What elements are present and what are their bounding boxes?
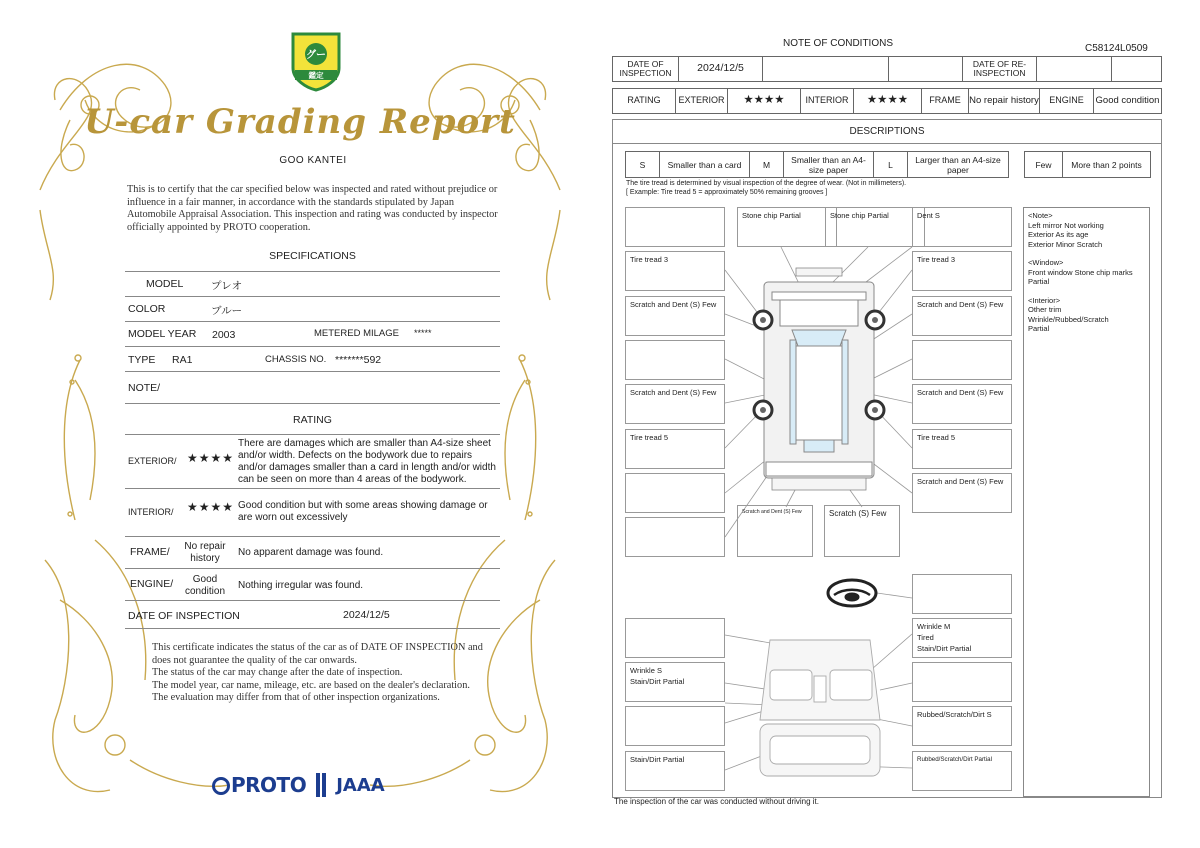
frame-label: FRAME/ (130, 546, 170, 558)
box-front-right-tire: Tire tread 3 (912, 251, 1012, 291)
box-interior-right-mid: Rubbed/Scratch/Dirt S (912, 706, 1012, 746)
frame-description: No apparent damage was found. (238, 547, 384, 558)
spec-top-rule (125, 262, 500, 272)
certification-statement: This is to certify that the car specified below was inspected and rated without prejudice or influence in a fair manner, in accordance with the standards stipulated by Japan Automobile Appraisal Association. This inspection and rating was conducted by inspector officially appointed by PROTO cooperation. (127, 184, 498, 233)
spec-model-row (125, 272, 500, 297)
box-interior-top-left (625, 618, 725, 658)
type-label: TYPE (128, 354, 156, 366)
box-left-mid (625, 340, 725, 380)
box-front-left-tire: Tire tread 3 (625, 251, 725, 291)
inspection-disclaimer: The inspection of the car was conducted without driving it. (614, 797, 819, 806)
note-label: NOTE/ (128, 382, 161, 394)
exterior-label: EXTERIOR (676, 89, 728, 113)
note-interior: <Interior> Other trim Wrinkle/Rubbed/Scratch Partial (1028, 295, 1109, 333)
proto-logo (212, 773, 306, 797)
model-year-label: MODEL YEAR (128, 328, 197, 340)
interior-description: Good condition but with some areas showing damage or are worn out excessively (238, 500, 488, 523)
box-top-left (625, 207, 725, 247)
report-subtitle: GOO KANTEI (279, 155, 347, 166)
engine-value: Good condition (1095, 95, 1160, 107)
box-rear-right-panel: Scratch (S) Few (824, 505, 900, 557)
exterior-description: There are damages which are smaller than A4-size sheet and/or width. Defects on the bodywork due to repairs and/or damages smaller than a card in length and/or width can be seen on more than 4 areas of the bodywork. (238, 438, 496, 485)
box-left-rear: Scratch and Dent (S) Few (625, 384, 725, 424)
inspection-date-label: DATE OF INSPECTION (128, 610, 240, 622)
metered-mileage-label: METERED MILAGE (314, 328, 399, 339)
box-right-mid (912, 340, 1012, 380)
chassis-label: CHASSIS NO. (265, 354, 327, 365)
rating-label: RATING (613, 89, 676, 113)
rating-top-rule (125, 425, 500, 435)
model-value: プレオ (211, 280, 243, 292)
interior-stars: ★★★★ (854, 89, 922, 113)
specifications-title: SPECIFICATIONS (269, 250, 356, 262)
jaaa-logo: JAAA (336, 774, 385, 796)
reinspection-blank (1112, 57, 1161, 81)
spec-note-row (125, 372, 500, 404)
tire-tread-note-line-1: The tire tread is determined by visual inspection of the degree of wear. (Not in millimeters). (626, 180, 907, 187)
certificate-disclaimer: This certificate indicates the status of the car as of DATE OF INSPECTION and does not guarantee the quality of the car onwards. The status of the car may change after the date of inspection. The model year, car name, mileage, etc. are based on the dealer's declaration. The evaluation may differ from that of other inspection organizations. (152, 642, 483, 703)
box-interior-right-upper (912, 662, 1012, 702)
box-interior-top-right: Wrinkle M Tired Stain/Dirt Partial (912, 618, 1012, 658)
interior-label: INTERIOR (801, 89, 854, 113)
legend-m-desc: Smaller than an A4-size paper (784, 152, 874, 177)
color-label: COLOR (128, 303, 166, 315)
damage-count-legend (1024, 151, 1151, 178)
metered-mileage-value: ***** (414, 328, 432, 338)
note-general: <Note> Left mirror Not working Exterior As its age Exterior Minor Scratch (1028, 211, 1104, 249)
type-value: RA1 (172, 354, 193, 366)
exterior-stars: ★★★★ (187, 451, 235, 465)
spec-color-row (125, 297, 500, 322)
tire-tread-note-line-2: [ Example: Tire tread 5 = approximately 50% remaining grooves ] (626, 189, 828, 196)
legend-s-desc: Smaller than a card (660, 152, 750, 177)
box-right-rear: Scratch and Dent (S) Few (912, 384, 1012, 424)
legend-m: M (750, 152, 784, 177)
box-rear-left-tire: Tire tread 5 (625, 429, 725, 469)
engine-description: Nothing irregular was found. (238, 580, 364, 591)
box-interior-bottom-left: Stain/Dirt Partial (625, 751, 725, 791)
interior-label: INTERIOR/ (128, 507, 174, 517)
exterior-label: EXTERIOR/ (128, 456, 177, 466)
engine-label: ENGINE/ (130, 578, 174, 590)
spec-type-row (125, 347, 500, 372)
box-interior-bottom-right: Rubbed/Scratch/Dirt Partial (912, 751, 1012, 791)
date-of-inspection-value: 2024/12/5 (679, 57, 763, 81)
date-of-inspection-blank-2 (889, 57, 963, 81)
box-front-right-panel: Stone chip Partial (825, 207, 925, 247)
note-title: NOTE OF CONDITIONS (783, 38, 893, 49)
goo-kantei-badge (287, 30, 345, 92)
jaaa-emblem-icon (316, 773, 326, 797)
chassis-value: *******592 (335, 354, 382, 366)
legend-few-desc: More than 2 points (1071, 159, 1142, 170)
report-title: U-car Grading Report (84, 102, 516, 142)
engine-label: ENGINE (1040, 89, 1094, 113)
tire-tread-note (626, 179, 906, 197)
box-left-lower (625, 473, 725, 513)
model-label: MODEL (146, 278, 184, 290)
interior-stars: ★★★★ (187, 500, 235, 514)
rating-title: RATING (293, 414, 332, 426)
note-window: <Window> Front window Stone chip marks Partial (1028, 258, 1133, 286)
exterior-stars: ★★★★ (728, 89, 801, 113)
box-right-lower: Scratch and Dent (S) Few (912, 473, 1012, 513)
reinspection-label: DATE OF RE-INSPECTION (963, 57, 1037, 81)
frame-value: No repair history (184, 541, 226, 564)
date-of-inspection-label: DATE OF INSPECTION (613, 57, 679, 81)
engine-value: Good condition (184, 574, 226, 597)
damage-size-legend (625, 151, 1009, 178)
legend-l: L (874, 152, 908, 177)
model-year-value: 2003 (212, 329, 236, 341)
notes-column (1023, 207, 1150, 797)
descriptions-title: DESCRIPTIONS (613, 120, 1161, 144)
footer-logos (212, 770, 385, 800)
inspection-date-value: 2024/12/5 (343, 609, 390, 621)
box-interior-left: Wrinkle S Stain/Dirt Partial (625, 662, 725, 702)
inspection-date-row (125, 601, 500, 629)
proto-logo-text: PROTO (231, 773, 307, 797)
reinspection-value (1037, 57, 1112, 81)
box-right-front: Scratch and Dent (S) Few (912, 296, 1012, 336)
box-steering (912, 574, 1012, 614)
document-code: C58124L0509 (1085, 43, 1148, 54)
box-front-left-panel: Stone chip Partial (737, 207, 837, 247)
box-rear-right-tire: Tire tread 5 (912, 429, 1012, 469)
box-bottom-left (625, 517, 725, 557)
spec-model-year-row (125, 322, 500, 347)
box-interior-left-lower (625, 706, 725, 746)
frame-value: No repair history (969, 89, 1040, 113)
color-value: ブルー (211, 305, 243, 317)
svg-text:グー: グー (306, 50, 326, 61)
box-rear-left-panel: Scratch and Dent (S) Few (737, 505, 813, 557)
legend-few: Few (1025, 152, 1063, 177)
inspection-dates-row (612, 56, 1162, 82)
box-top-right: Dent S (912, 207, 1012, 247)
legend-s: S (626, 152, 660, 177)
legend-l-desc: Larger than an A4-size paper (915, 154, 1001, 175)
date-of-inspection-blank (763, 57, 889, 81)
frame-label: FRAME (922, 89, 969, 113)
box-left-front: Scratch and Dent (S) Few (625, 296, 725, 336)
svg-text:鑑定: 鑑定 (308, 71, 324, 80)
rating-summary-row (612, 88, 1162, 114)
